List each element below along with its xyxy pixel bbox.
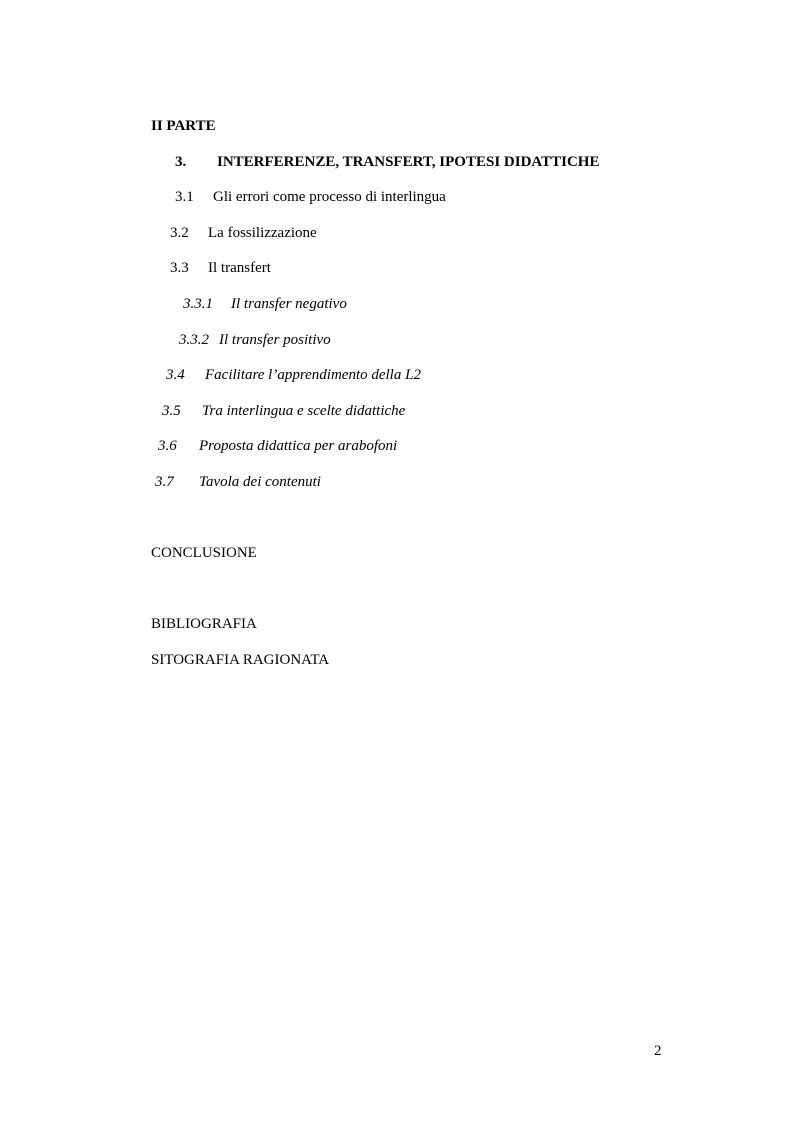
page-number: 2: [654, 1043, 662, 1059]
toc-entry-number: 3.7: [155, 474, 174, 490]
toc-entry: [162, 402, 406, 420]
toc-entry: [183, 295, 347, 313]
toc-entry-number: 3.1: [175, 189, 194, 205]
toc-entry-number: 3.6: [158, 438, 177, 454]
toc-entry: [175, 188, 446, 206]
toc-entry-title: Il transfer positivo: [219, 332, 331, 348]
toc-entry-title: La fossilizzazione: [208, 225, 317, 241]
toc-entry-title: Facilitare l’apprendimento della L2: [205, 367, 421, 383]
sitography-heading: SITOGRAFIA RAGIONATA: [151, 652, 330, 668]
toc-entry-title: Proposta didattica per arabofoni: [199, 438, 398, 454]
toc-entry-number: 3.4: [166, 367, 185, 383]
toc-entry-title: Gli errori come processo di interlingua: [213, 189, 446, 205]
chapter-title: INTERFERENZE, TRANSFERT, IPOTESI DIDATTICHE: [217, 154, 600, 170]
toc-entry-number: 3.3.1: [183, 296, 213, 312]
toc-entry-title: Tra interlingua e scelte didattiche: [202, 403, 406, 419]
toc-entry-number: 3.5: [162, 403, 181, 419]
bibliography-heading: BIBLIOGRAFIA: [151, 616, 257, 632]
toc-entry: [170, 224, 317, 242]
chapter-number: 3.: [175, 154, 187, 170]
toc-entry-title: Tavola dei contenuti: [199, 474, 321, 490]
conclusion-heading: CONCLUSIONE: [151, 545, 257, 561]
toc-entry: [158, 437, 398, 455]
toc-entry-title: Il transfer negativo: [231, 296, 347, 312]
chapter-heading: [175, 153, 600, 171]
toc-entry-number: 3.2: [170, 225, 189, 241]
part-heading: II PARTE: [151, 118, 216, 134]
toc-entry-number: 3.3: [170, 260, 189, 276]
toc-entry-title: Il transfert: [208, 260, 271, 276]
toc-entry: [179, 331, 331, 349]
toc-entry-number: 3.3.2: [179, 332, 209, 348]
toc-entry: [166, 366, 421, 384]
toc-entry: [170, 259, 271, 277]
toc-entry: [155, 473, 321, 491]
